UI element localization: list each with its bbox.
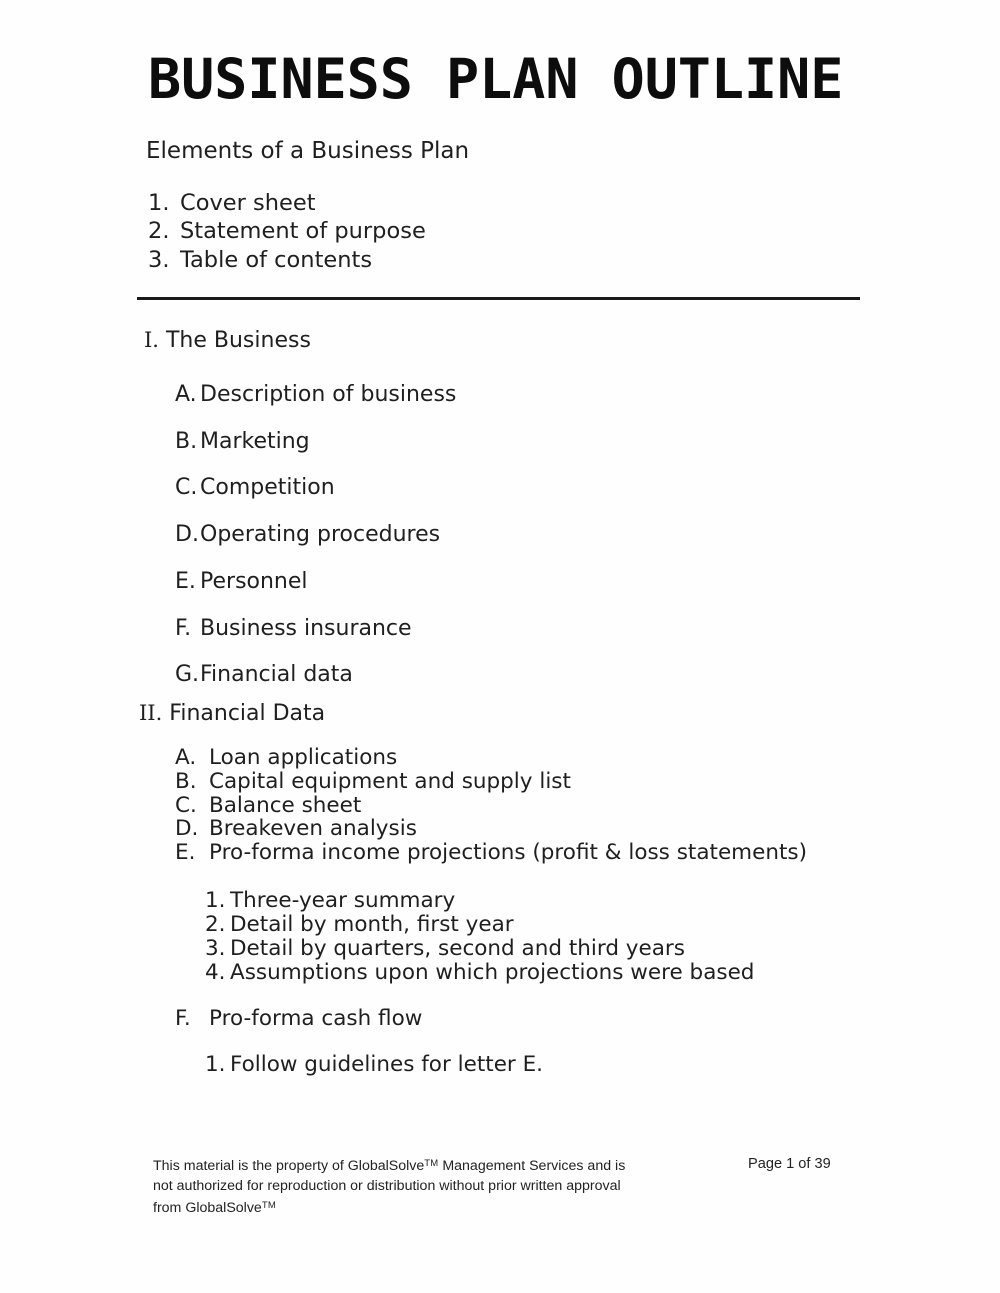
list-item-label: Detail by month, first year bbox=[230, 911, 514, 937]
footer-notice-text-a: This material is the property of GlobalSolve bbox=[153, 1157, 425, 1174]
page-title: BUSINESS PLAN OUTLINE bbox=[148, 47, 844, 111]
footer-notice-text-c: from GlobalSolve bbox=[153, 1200, 262, 1217]
horizontal-rule bbox=[137, 297, 860, 300]
trademark-symbol: TM bbox=[261, 1200, 276, 1212]
list-item bbox=[148, 246, 848, 274]
list-marker: 2. bbox=[148, 218, 170, 245]
list-marker: 1. bbox=[205, 1052, 226, 1077]
list-item bbox=[175, 770, 875, 794]
list-marker: 4. bbox=[205, 959, 226, 985]
list-item-label: Follow guidelines for letter E. bbox=[230, 1052, 544, 1077]
list-item bbox=[205, 937, 855, 961]
list-item bbox=[175, 794, 875, 818]
list-item-label: Pro-forma cash flow bbox=[209, 1006, 423, 1031]
list-item bbox=[175, 606, 815, 653]
preliminary-elements-list bbox=[148, 189, 848, 274]
section-roman-numeral: I. bbox=[144, 328, 159, 352]
list-item-label: Balance sheet bbox=[209, 792, 362, 818]
section-heading-2 bbox=[139, 699, 325, 728]
list-marker: D. bbox=[175, 816, 199, 842]
list-marker: 2. bbox=[205, 911, 226, 937]
document-subtitle: Elements of a Business Plan bbox=[146, 138, 470, 164]
list-item-label: Detail by quarters, second and third years bbox=[230, 935, 685, 961]
list-marker: 1. bbox=[148, 190, 170, 216]
footer-copyright-notice bbox=[153, 1154, 705, 1219]
list-item-label: Marketing bbox=[200, 428, 310, 454]
section-1-items bbox=[175, 372, 815, 699]
list-item-label: Assumptions upon which projections were based bbox=[230, 959, 755, 985]
list-item bbox=[205, 889, 855, 913]
list-item bbox=[175, 465, 815, 512]
list-item-label: Personnel bbox=[200, 568, 308, 594]
list-item bbox=[205, 913, 855, 937]
page-number: Page 1 of 39 bbox=[748, 1156, 831, 1172]
list-item-label: Loan applications bbox=[209, 745, 398, 770]
footer-notice-text-b: Management Services and is bbox=[438, 1157, 626, 1174]
list-marker: 1. bbox=[205, 888, 226, 913]
list-marker: C. bbox=[175, 475, 198, 501]
list-item bbox=[175, 652, 815, 699]
list-item bbox=[175, 419, 815, 466]
list-item bbox=[175, 372, 815, 419]
list-item-label: Breakeven analysis bbox=[209, 816, 417, 842]
list-marker: B. bbox=[175, 428, 198, 454]
list-marker: G. bbox=[175, 662, 200, 688]
list-marker: E. bbox=[175, 568, 196, 594]
list-item-label: Table of contents bbox=[180, 246, 373, 273]
list-item bbox=[175, 512, 815, 559]
section-title: Financial Data bbox=[169, 701, 326, 726]
section-2-items bbox=[175, 746, 875, 865]
trademark-symbol: TM bbox=[424, 1158, 439, 1169]
footer-notice-line-2: not authorized for reproduction or distribution without prior written approval bbox=[153, 1178, 621, 1195]
section-heading-1 bbox=[144, 326, 311, 355]
list-item bbox=[148, 189, 848, 217]
list-item-label: Statement of purpose bbox=[180, 218, 426, 245]
list-item-label: Cover sheet bbox=[180, 190, 316, 216]
list-marker: 3. bbox=[148, 246, 170, 273]
list-marker: D. bbox=[175, 522, 199, 548]
list-marker: E. bbox=[175, 840, 196, 866]
list-item-label: Financial data bbox=[200, 662, 353, 688]
list-item-label: Pro-forma income projections (profit & loss statements) bbox=[209, 840, 808, 866]
section-title: The Business bbox=[165, 328, 311, 353]
list-marker: F. bbox=[175, 1006, 191, 1031]
section-2-item-f bbox=[175, 1007, 422, 1031]
list-marker: A. bbox=[175, 382, 197, 407]
list-marker: 3. bbox=[205, 935, 226, 961]
list-item bbox=[205, 1053, 855, 1077]
list-marker: A. bbox=[175, 745, 197, 770]
list-item bbox=[175, 817, 875, 841]
footer-notice-line-3 bbox=[153, 1196, 705, 1218]
footer-notice-line-1 bbox=[153, 1154, 705, 1176]
list-item-label: Three-year summary bbox=[230, 888, 456, 913]
list-marker: C. bbox=[175, 792, 197, 818]
section-2-item-f-subitems bbox=[205, 1053, 855, 1077]
section-2-item-e-subitems bbox=[205, 889, 855, 985]
list-item-label: Business insurance bbox=[200, 615, 412, 641]
list-item bbox=[205, 961, 855, 985]
list-item bbox=[175, 841, 875, 865]
list-item bbox=[148, 217, 848, 245]
list-item-label: Operating procedures bbox=[200, 522, 441, 548]
list-item-label: Competition bbox=[200, 475, 335, 501]
list-item-label: Capital equipment and supply list bbox=[209, 768, 571, 794]
list-item bbox=[175, 746, 875, 770]
list-item bbox=[175, 559, 815, 606]
list-marker: F. bbox=[175, 615, 192, 641]
list-marker: B. bbox=[175, 768, 197, 794]
list-item-label: Description of business bbox=[200, 382, 457, 407]
section-roman-numeral: II. bbox=[139, 701, 163, 725]
